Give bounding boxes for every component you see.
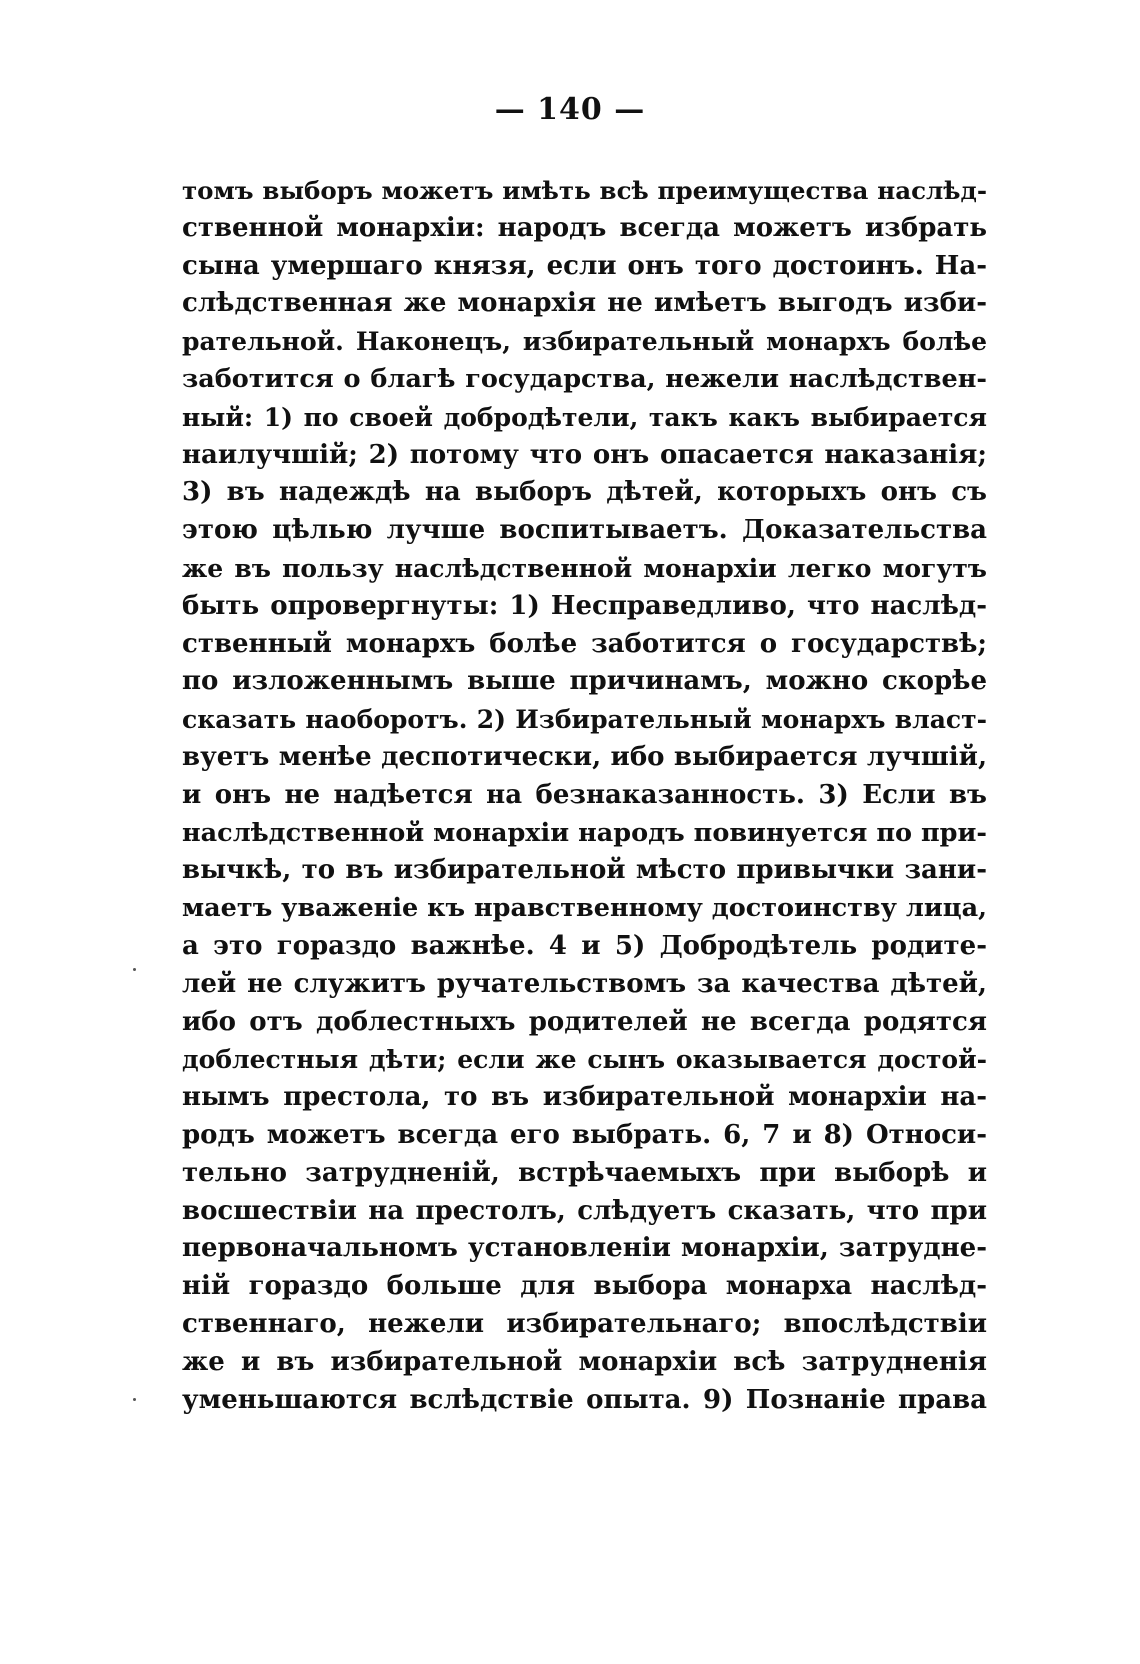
text-line: наилучшій; 2) потому что онъ опасается наказанія; [182,439,987,470]
text-line: ственный монархъ болѣе заботится о государствѣ; [182,628,987,659]
text-line: 3) въ надеждѣ на выборъ дѣтей, которыхъ онъ съ [182,477,987,508]
text-line: доблестныя дѣти; если же сынъ оказывается достой- [182,1045,987,1075]
text-line: наслѣдственной монархіи народъ повинуется по при- [182,817,987,848]
body-text [182,172,987,1419]
text-line: же въ пользу наслѣдственной монархіи легко могутъ [182,553,987,583]
text-line: быть опровергнуты: 1) Несправедливо, что наслѣд- [182,590,987,621]
text-line: ный: 1) по своей добродѣтели, такъ какъ выбирается [182,402,987,432]
text-line: сказать наоборотъ. 2) Избирательный монархъ власт- [182,705,987,735]
print-speck [133,1398,136,1401]
text-line: же и въ избирательной монархіи всѣ затрудненія [182,1346,987,1377]
text-line: ственнаго, нежели избирательнаго; впослѣдствіи [182,1308,987,1339]
text-line: ственной монархіи: народъ всегда можетъ избрать [182,212,987,243]
text-line: слѣдственная же монархія не имѣетъ выгодъ изби- [182,288,987,319]
text-line: вуетъ менѣе деспотически, ибо выбирается лучшій, [182,741,987,772]
text-line: нымъ престола, то въ избирательной монархіи на- [182,1082,987,1113]
text-line: сына умершаго князя, если онъ того достоинъ. На- [182,250,987,281]
text-line: уменьшаются вслѣдствіе опыта. 9) Познаніе права [182,1384,987,1415]
text-line: и онъ не надѣется на безнаказанность. 3) Если въ [182,779,987,810]
text-line: этою цѣлью лучше воспитываетъ. Доказательства [182,515,987,546]
text-line: маетъ уваженіе къ нравственному достоинству лица, [182,893,987,924]
text-line: ній гораздо больше для выбора монарха наслѣд- [182,1271,987,1302]
text-line: а это гораздо важнѣе. 4 и 5) Добродѣтель родите- [182,930,987,961]
text-line: томъ выборъ можетъ имѣть всѣ преимущества наслѣд- [182,176,987,205]
text-line: рательной. Наконецъ, избирательный монархъ болѣе [182,327,987,357]
text-line: по изложеннымъ выше причинамъ, можно скорѣе [182,666,987,697]
print-speck [133,968,136,971]
page-number: — 140 — [494,92,646,127]
text-line: ибо отъ доблестныхъ родителей не всегда родятся [182,1006,987,1037]
text-line: восшествіи на престолъ, слѣдуетъ сказать, что при [182,1195,987,1226]
text-line: первоначальномъ установленіи монархіи, затрудне- [182,1233,987,1264]
text-line: тельно затрудненій, встрѣчаемыхъ при выборѣ и [182,1157,987,1188]
text-line: вычкѣ, то въ избирательной мѣсто привычки зани- [182,855,987,886]
text-line: лей не служитъ ручательствомъ за качества дѣтей, [182,968,987,999]
text-line: заботится о благѣ государства, нежели наслѣдствен- [182,363,987,394]
text-line: родъ можетъ всегда его выбрать. 6, 7 и 8) Относи- [182,1119,987,1150]
